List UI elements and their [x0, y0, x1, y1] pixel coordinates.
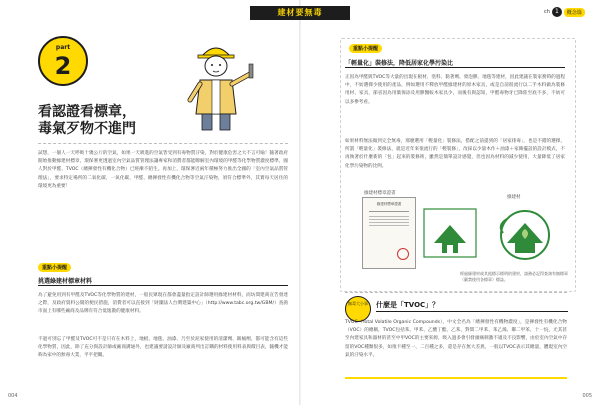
page-number-right: 005 — [582, 393, 592, 399]
green-building-sticker — [420, 203, 480, 263]
part-number: 2 — [54, 52, 72, 80]
page-gutter — [299, 0, 301, 405]
right-heading: 「輕量化」裝修法，降低居家化學污染比 — [345, 60, 454, 67]
cert-caption: 綠建材標章證書 — [364, 191, 396, 196]
accent-stripe — [345, 377, 567, 379]
tip-badge-right: 重點小提醒 — [349, 44, 382, 53]
worker-illustration — [150, 34, 280, 134]
right-paragraph-2: 如果材料無法做到完全無毒，那麼選用「輕量化」裝修法，搭配之前提到的「居家排毒」，也是不錯的選擇，所謂「輕量化」裝修法，就是近年來很流行的「輕裝修」，改採以少量木作＋油漆＋家飾擺設的設計模式，不再執著於什麼新的「包」起來的裝修術，雖然是簡單設計感覺，但也因為材料的減少使用，大量降低了居家化學污染物的比例。 — [345, 139, 565, 169]
image-caption: 經過綠建材或其他標示標明的建材，請務必記得查詢有無標章（嚴禁使用各標章）標誌。 — [460, 271, 568, 282]
chapter-marker: ch 1 概念篇 — [544, 6, 596, 18]
chapter-tag: 概念篇 — [564, 8, 585, 17]
question-title: 什麼是「TVOC」？ — [376, 301, 440, 309]
title-line-1: 看認證看標章， — [38, 104, 136, 120]
section-paragraph-2: 不過可別忘了甲醛及TVOC可不是只有在木料上，地板、地毯、油漆、乃至於泥家使用的清潔劑、飯桶劑，都可能含有這些化學物質，因此，除了充分與設計師或廠商溝通外，也建議要請設計師及廠商列出訂購的材料使用料表與價目表，隨機才能夠為家中的無毒大業，平平把關。 — [38, 337, 288, 359]
section-heading: 挑選綠建材標章材料 — [38, 278, 93, 285]
question-rule — [376, 311, 568, 312]
page-title — [38, 104, 136, 138]
title-line-2: 毒氣歹物不進門 — [38, 121, 136, 137]
part-badge — [38, 36, 88, 86]
tip-badge: 重點小提醒 — [38, 263, 71, 272]
right-paragraph-1: 正因為甲醛與TVOC等大量的出現在板材、塗料、黏著劑、發泡膠、地毯等建材，因此建議在裝家務時的過程中，不妨選擇少使用的產品，例如選用不釋放甲醛綠建材的原木家具，或是自前很流行以二手木料做為裝修用材、家具，節省因為用僑保添及用膠醫較木家具少，而後有與認知，甲醛毒物牙已降陸至底不多，不妨可以多參考看。 — [345, 75, 565, 105]
tips-icon-label: 無毒大小事 — [348, 301, 368, 306]
part-label: part — [55, 44, 71, 51]
divider — [38, 143, 288, 144]
divider-right — [345, 292, 567, 293]
section-banner: 建材要無毒 — [250, 6, 350, 20]
logo-caption: 綠建材 — [507, 195, 521, 200]
seal-icon — [397, 248, 409, 260]
certificate-title: 綠建材標章證書 — [376, 202, 402, 206]
intro-paragraph: 試想，一個人一天呼吸十幾公斤的空氣，如果一天吸進的空氣皆受到有毒物質汙染，對於健康危害之大不言可喻！隨著政府開始推動綠建材標章，環保署更透過室內空氣品質管理法讓專家和消費者都能瞭解室內環境的甲醛等化學物質濃度標準，國人對於甲醛、TVOC（總揮發性有機化合物）已經漸不陌生。再加上，環保署近兩年積極努力推出全國的「室內空氣品質管理法」，要求特定場所的二氧化碳、一氧化碳、甲醛、總揮發性有機化合物等空氣汙染物，須符合標準外，其實每天居住的環境更為重要！ — [38, 151, 288, 189]
chapter-number: 1 — [552, 7, 562, 17]
section-paragraph-1: 為了避免用到有甲醛及TVOC等化學物質的建材，一般民眾現在都會盡量指定設計師選用綠建材材料，而坊間建商宣告發達之際，及政府資料公開的便民措施，消費者可以直接到「財團法人台灣建築中心」（http://www.tabc.org.tw/GBM/）查詢市面上有哪些廠商及品牌有符合低逸散的健康材料。 — [38, 293, 288, 315]
question-body: TVOC（Total Volatile Organic Compounds），中文全名為「總揮發性有機物濃度」，是揮發性有機化合物（VOC）的總稱，TVOC包括苯、甲苯、乙酸丁酯、乙苯、對間二甲苯、苯乙烯、鄰二甲苯、十一烷，尤其甚至內建家具和器材的甚至中甲VOC的主要來源，吸入過多會引發頭痛刺激不適及不良影響，由於室內空氣中存留的VOC種類很多，如推卡種至一、二百種之多，還是存在無大差異，一般以TVOC表示其總量，體現室內空氣的汙染水平。 — [345, 320, 567, 358]
heading-rule — [38, 285, 288, 286]
heading-rule-right — [345, 67, 565, 68]
green-building-logo-icon — [495, 203, 555, 263]
page-number-left: 004 — [8, 393, 18, 399]
certificate-image — [362, 197, 416, 269]
